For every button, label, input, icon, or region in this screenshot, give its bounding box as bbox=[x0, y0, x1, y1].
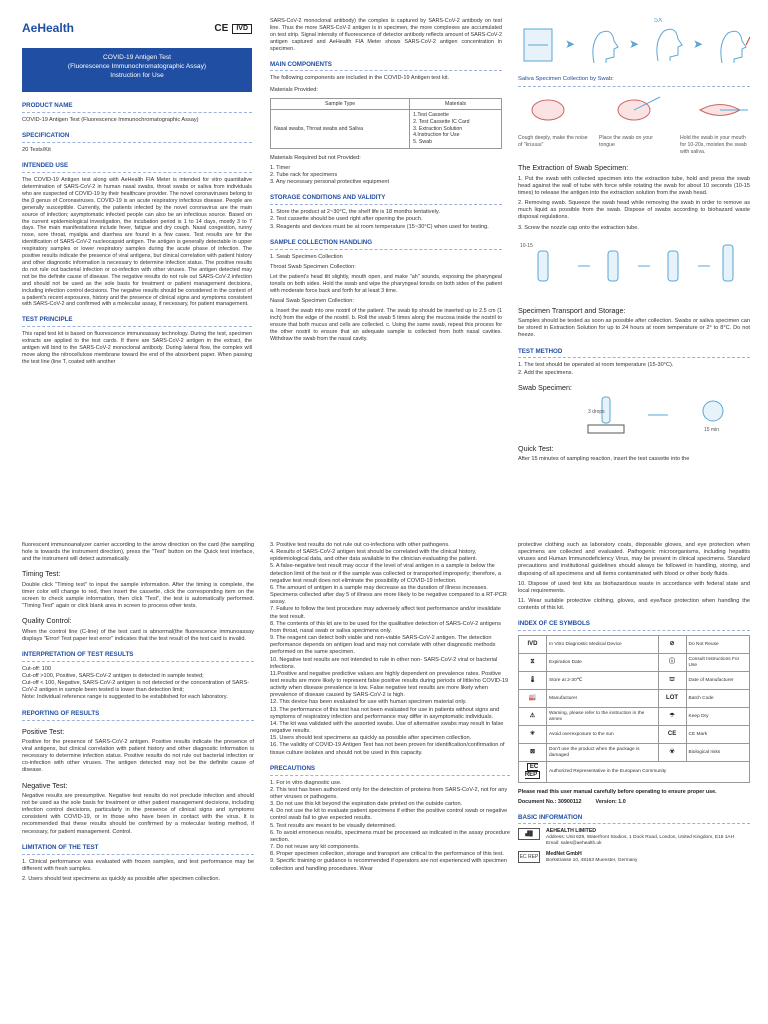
list-item: 14. The kit was validated with the assorted swabs. Use of alternative swabs may result in false negative results. bbox=[270, 720, 504, 735]
head-profile-icon bbox=[646, 21, 686, 65]
section-heading: MAIN COMPONENTS bbox=[270, 61, 502, 72]
symbol-description: In Vitro Diagnostic Medical Device bbox=[547, 636, 659, 654]
section-heading: PRECAUTIONS bbox=[270, 765, 510, 776]
arrow-icon: ➤ bbox=[564, 37, 576, 52]
symbol-row bbox=[519, 708, 750, 726]
list-item: 9. The reagent can detect both viable and non-viable SARS-CoV-2 antigen. The detection performance depends on antigen load and may not correlate with other diagnostic methods performed on the same specimen. bbox=[270, 635, 496, 656]
representative-info bbox=[518, 851, 750, 864]
components-intro: The following components are included in the COVID-19 Antigen test kit. bbox=[270, 75, 450, 82]
list-item: 2. Removing swab. Squeeze the swab head while removing the swab in order to remove as much liquid as possible from the swab. Dispose of swabs according to biohazard waste disposal regulations. bbox=[518, 200, 750, 221]
extraction-heading: The Extraction of Swab Specimen: bbox=[518, 163, 629, 173]
quick-test-continued: fluorescent immunoanalyzer carrier according to the arrow direction on the card (the sampling hole is towards the instrument direction), press the "Test" button on the Quick test interface, and the instrument will detect automatically. bbox=[22, 542, 254, 563]
table-header: Materials bbox=[410, 98, 502, 110]
head-profile-icon bbox=[710, 23, 750, 67]
manufacturer-name: AEHEALTH LIMITED bbox=[546, 828, 597, 835]
section-heading: STORAGE CONDITIONS AND VALIDITY bbox=[270, 194, 502, 205]
list-item: 2. Test cassette should be used right after opening the pouch. bbox=[270, 216, 423, 223]
list-item: 5. Swab bbox=[413, 139, 432, 146]
list-item: 7. Do not reuse any kit components. bbox=[270, 844, 360, 851]
document-number: Document No.: 30900112 bbox=[518, 798, 582, 805]
symbol-row bbox=[519, 654, 750, 672]
add-specimen-diagram bbox=[518, 395, 748, 435]
nasal-steps-illustration bbox=[518, 18, 750, 72]
list-item: 4. Results of SARS-CoV-2 antigen test should be correlated with the clinical history, epidemiological data, and other data available to the clinician evaluating the patient. bbox=[270, 549, 478, 563]
symbol-icon: ☀ bbox=[519, 726, 547, 744]
list-item: Cut-off >100, Positive, SARS-CoV-2 antigen is detected in sample tested; bbox=[22, 672, 204, 679]
list-item: 13. The performance of this test has not been evaluated for use in patients without signs and symptoms of respiratory infection and performance may differ in asymptomatic individuals. bbox=[270, 706, 500, 720]
symbol-description: Keep Dry bbox=[686, 708, 749, 726]
doc-subtitle-2: Instruction for Use bbox=[110, 72, 164, 80]
table-cell: Nasal swabs, Throat swabs and Saliva bbox=[271, 110, 410, 148]
saliva-caption: Saliva Specimen Collection by Swab: bbox=[518, 76, 750, 87]
materials-table bbox=[270, 98, 502, 149]
qc-text: When the control line (C-line) of the test card is abnormal(the fluorescence immunoassay displays "Error! Test paper test error" indicates that the test result of the test card is invalid. bbox=[22, 628, 254, 642]
representative-name: MedNet GmbH bbox=[546, 851, 582, 858]
symbol-icon: ☂ bbox=[658, 708, 686, 726]
symbol-description: Do Not Reuse bbox=[686, 636, 749, 654]
list-item: 11. Wear suitable protective clothing, gloves, and eye/face protection when handling the contents of this kit. bbox=[518, 598, 750, 612]
brand-logo: AeHealth bbox=[22, 21, 75, 36]
arrow-icon: ➤ bbox=[692, 37, 704, 52]
drops-label: 3 drops bbox=[588, 409, 605, 415]
negative-heading: Negative Test: bbox=[22, 780, 68, 790]
section-heading: INTENDED USE bbox=[22, 162, 252, 173]
section-heading: LIMITATION OF THE TEST bbox=[22, 844, 254, 855]
throat-heading: Throat Swab Specimen Collection: bbox=[270, 263, 356, 270]
throat-text: Let the patient's head tilt slightly, mouth open, and make "ah" sounds, exposing the pharyngeal tonsils on both sides. Hold the swab and wipe the pharyngeal tonsils on both sides of the patient with moderate force back and forth for at least 3 time. bbox=[270, 274, 502, 294]
step-caption: Cough deeply, make the noise of "kruuuu" bbox=[518, 135, 588, 149]
mouth-open-icon bbox=[518, 93, 578, 127]
read-manual-note: Please read this user manual carefully before operating to ensure proper use. bbox=[518, 788, 717, 795]
ec-rep-icon bbox=[519, 762, 547, 782]
timing-heading: Timing Test: bbox=[22, 569, 61, 579]
list-item: 4. Do not use the kit to evaluate patient specimens if either the positive control swab or negative control swab fail to give expected results. bbox=[270, 808, 508, 822]
list-item: 8. The contents of this kit are to be used for the qualitative detection of SARS-CoV-2 antigens from throat, nasal swab or saliva specimens only. bbox=[270, 620, 501, 634]
symbol-description: Warning, please refer to the instruction in the annex bbox=[547, 708, 659, 726]
section-heading: SAMPLE COLLECTION HANDLING bbox=[270, 239, 502, 250]
section-heading: TEST PRINCIPLE bbox=[22, 316, 252, 327]
symbol-description: CE Mark bbox=[686, 726, 749, 744]
symbol-description: Don't use the product when the package is damaged bbox=[547, 744, 659, 762]
symbol-icon: ⧖ bbox=[519, 654, 547, 672]
head-profile-icon bbox=[582, 23, 622, 67]
list-item: 1. Timer bbox=[270, 164, 291, 171]
list-item: 6. The amount of antigen in a sample may decrease as the duration of illness increases. Specimens collected after day 5 of illness are more likely to be negative compared to a RT-PCR assay. bbox=[270, 584, 507, 606]
table-cell bbox=[410, 110, 502, 148]
list-item: 10. Negative test results are not intended to rule in other non- SARS-CoV-2 viral or bacterial infections. bbox=[270, 656, 498, 670]
symbol-description: Store at 2-30℃ bbox=[547, 672, 659, 690]
symbol-icon: 🌡 bbox=[519, 672, 547, 690]
symbol-icon: CE bbox=[658, 726, 686, 744]
panel-results bbox=[22, 542, 254, 1020]
quick-test-heading: Quick Test: bbox=[518, 444, 554, 454]
extraction-diagram bbox=[518, 239, 748, 289]
swab-collection-heading: 1. Swab Specimen Collection bbox=[270, 253, 343, 260]
section-heading: PRODUCT NAME bbox=[22, 102, 252, 113]
factory-icon: ▟█ bbox=[518, 828, 540, 840]
list-item: Cut-off < 100, Negative, SARS-CoV-2 antigen is not detected or the concentration of SARS-CoV-2 antigen in sample been tested is lower than detection limit; bbox=[22, 680, 250, 694]
section-heading: TEST METHOD bbox=[518, 348, 750, 359]
principle-continued: SARS-CoV-2 monoclonal antibody) the complex is captured by SARS-CoV-2 antibody on test line. Thus the more SARS-CoV-2 antigen is in specimen, the more complexes are accumulated on test strip. Signal intensity of fluorescence of detector antibody reflects amount of SARS-CoV-2 antigen captured and AeHealth FIA Meter shows SARS-CoV-2 antigen concentration in specimen. bbox=[270, 18, 502, 52]
list-item: 1. Clinical performance was evaluated with frozen samples, and test performance may be different with fresh samples. bbox=[22, 858, 254, 872]
symbol-row bbox=[519, 726, 750, 744]
positive-heading: Positive Test: bbox=[22, 726, 65, 736]
doc-subtitle: (Fluorescence Immunochromatographic Assay) bbox=[67, 63, 207, 71]
panel-symbols bbox=[518, 542, 750, 1020]
symbol-icon: ⊘ bbox=[658, 636, 686, 654]
positive-text: Positive for the presence of SARS-CoV-2 antigen. Positive results indicate the presence of viral antigens, but clinical correlation with patient history and other diagnostic information is necessary to determine infection status. Positive results do not rule out bacterial infection or co-infection with other viruses. The antigen detected may not be the definite cause of disease. bbox=[22, 738, 254, 774]
symbol-row bbox=[519, 636, 750, 654]
list-item: 15. Users should test specimens as quickly as possible after specimen collection. bbox=[270, 735, 472, 742]
step-caption: Hold the swab in your mouth for 10-20s, moisten the swab with saliva. bbox=[680, 135, 747, 155]
list-item: 2. Test Cassette IC Card bbox=[413, 119, 470, 126]
ce-mark-icon: CE bbox=[214, 22, 229, 34]
symbol-row bbox=[519, 690, 750, 708]
not-provided-heading: Materials Required but not Provided: bbox=[270, 154, 361, 161]
ec-rep-mark: EC REP bbox=[524, 764, 539, 779]
manufacturer-info bbox=[518, 828, 750, 847]
doc-title: COVID-19 Antigen Test bbox=[102, 54, 172, 61]
list-item: 16. The validity of COVID-19 Antigen Test has not been proven for identification/confirmation of tissue culture isolates and should not be used in this capacity. bbox=[270, 742, 505, 756]
list-item: 2. This test has been authorized only for the detection of proteins from SARS-CoV-2, not for any other viruses or pathogens. bbox=[270, 786, 508, 800]
intended-use-text: The COVID-19 Antigen test along with AeHealth FIA Meter is intended for vitro quantitative determination of SARS-CoV-2 in human nasal swabs, throat swabs or saliva from individuals who are suspected of COVID-19 by their healthcare provider. The novel coronaviruses belong to the β genus of Coronaviruses. COVID-19 is an acute respiratory infectious disease. People are generally susceptible. Currently, the patients infected by the novel coronavirus are the main source of infection; asymptomatic infected people can also be an infectious source. Based on the current epidemiological investigation, the incubation period is 1 to 14 days, mostly 3 to 7 days. The main manifestations include fever, fatigue and dry cough. Nasal congestion, runny nose, sore throat, myalgia and diarrhea are found in a few cases. Test results are for the identification of SARS-CoV-2 nucleocapsid antigen. The antigen is generally detectable in upper respiratory samples or lower respiratory samples during the acute phase of infection. The positive results indicate the presence of viral antigens, but clinical correlation with patient history and other diagnostic information is necessary to determine infection status. The positive results do not rule out bacterial infection or co-infection with other viruses. The antigen detected may not be the definite cause of disease. The negative results do not rule out SARS-CoV-2 infection and should not be used as the sole basis for treatment or patient management decisions, including infection control decisions. The negative results should be considered in the context of a patient's recent exposures, history and the presence of clinical signs and symptoms consistent with SARS-CoV-2 and confirmed with a molecular assay, if necessary, for patient management. bbox=[22, 177, 252, 308]
transport-text: Samples should be tested as soon as possible after collection. Swabs or saliva specimen can be stored in Extraction Solution for up to 24 hours at room temperature or 2° to 8°C. Do not freeze. bbox=[518, 318, 750, 339]
symbol-description: Consult Instructions For Use bbox=[686, 654, 749, 672]
list-item: 8. Proper specimen collection, storage and transport are critical to the performance of this test. bbox=[270, 851, 504, 858]
list-item: 1. Put the swab with collected specimen into the extraction tube, hold and press the swab head against the wall of tube with force while rotating the swab for about 10 seconds (10-15 times) to release the antigen into the extraction solution from the swab head. bbox=[518, 175, 750, 196]
symbol-row bbox=[519, 672, 750, 690]
ivd-mark: IVD bbox=[232, 24, 252, 35]
symbol-description: Avoid overexposure to the sun bbox=[547, 726, 659, 744]
symbol-icon: IVD bbox=[519, 636, 547, 654]
specification: 20 Tests/Kit bbox=[22, 147, 51, 154]
transport-heading: Specimen Transport and Storage: bbox=[518, 305, 626, 315]
list-item: 3. Do not use this kit beyond the expiration date printed on the outside carton. bbox=[270, 801, 463, 808]
list-item: 1.Test Cassette bbox=[413, 112, 449, 119]
list-item: Cut-off: 100 bbox=[22, 665, 52, 672]
nasal-text: a. Insert the swab into one nostril of the patient. The swab tip should be inserted up to 2.5 cm (1 inch) from the edge of the nostril. b. Roll the swab 5 times along the mucosa inside the nostril to ensure that both mucus and cells are collected. c. Using the same swab, repeat this process for the other nostril to ensure that an adequate sample is collected from both nasal cavities. Withdraw the swab from the nasal cavity. bbox=[270, 307, 502, 342]
quick-test-text: After 15 minutes of sampling reaction, insert the test cassette into the bbox=[518, 456, 690, 463]
list-item: 10. Dispose of used test kits as biohazardous waste in accordance with federal state and local requirements. bbox=[518, 580, 750, 594]
list-item: 6. To avoid erroneous results, specimens must be processed as indicated in the assay procedure section. bbox=[270, 829, 510, 843]
timing-text: Double click "Timing test" to input the sample information. After the timing is complete, the timer color will change to red, then insert the cassette, click the corresponding item on the screen to check sample information, then click "Test", the test is automatically performed. "Timing Test" again or click blank area in screen to process other tests. bbox=[22, 581, 254, 610]
symbol-row bbox=[519, 744, 750, 762]
header bbox=[22, 18, 252, 40]
list-item: 1. Store the product at 2~30°C, the shelf life is 18 months tentatively. bbox=[270, 209, 440, 216]
section-heading: BASIC INFORMATION bbox=[518, 814, 750, 825]
nasal-heading: Nasal Swab Specimen Collection: bbox=[270, 297, 354, 304]
list-item: 7. Failure to follow the test procedure may adversely affect test performance and/or invalidate the test result. bbox=[270, 606, 501, 620]
list-item: 3. Any necessary personal protective equipment bbox=[270, 179, 390, 186]
list-item: 1. The test should be operated at room temperature (15-30°C). bbox=[518, 362, 674, 369]
list-item: 5. Test results are meant to be visually determined. bbox=[270, 822, 397, 829]
panel-procedure bbox=[518, 18, 750, 538]
list-item: 2. Add the specimens. bbox=[518, 369, 574, 376]
arrow-icon: ➤ bbox=[628, 37, 640, 52]
symbols-table bbox=[518, 635, 750, 782]
table-cell: Authorized Representative in the European Community bbox=[547, 762, 750, 782]
lips-swab-icon bbox=[690, 93, 750, 127]
ec-rep-icon: EC REP bbox=[518, 851, 540, 863]
materials-provided-heading: Materials Provided: bbox=[270, 86, 318, 93]
panel-components bbox=[270, 18, 502, 538]
representative-address: Borkstrasse 10, 48163 Muenster, Germany bbox=[546, 858, 638, 863]
precautions-continued: protective clothing such as laboratory coats, disposable gloves, and eye protection when specimens are collected and evaluated. Pathogenic microorganisms, including hepatitis viruses and Human Immunodeficiency Virus, may be present in clinical specimens. Standard precautions and institutional guidelines should always be followed in handling, storing, and disposing of all specimens and all items contaminated with blood or other body fluids. bbox=[518, 542, 750, 577]
symbol-description: Date of Manufacturer bbox=[686, 672, 749, 690]
list-item: 3. Positive test results do not rule out co-infections with other pathogens. bbox=[270, 542, 450, 548]
symbol-icon: ⛫ bbox=[658, 672, 686, 690]
symbol-description: Biological risks bbox=[686, 744, 749, 762]
list-item: 9. Specific training or guidance is recommended if operators are not experienced with specimen collection and handling procedures. Wear bbox=[270, 858, 507, 872]
list-item: 3. Screw the nozzle cap onto the extraction tube. bbox=[518, 224, 639, 231]
list-item: 12. This device has been evaluated for use with human specimen material only. bbox=[270, 699, 467, 706]
list-item: 2. Tube rack for specimens bbox=[270, 172, 338, 179]
list-item: 1. For in vitro diagnostic use. bbox=[270, 779, 342, 786]
symbol-description: Expiration Date bbox=[547, 654, 659, 672]
principle-text: This rapid test kit is based on fluorescence immunoassay technology. During the test, specimen extracts are applied to the test cards. If there are SARS-CoV-2 antigen in the extract, the antigen will bind to the SARS-CoV-2 monoclonal antibody. During lateral flow, the complex will move along the nitrocellulose membrane toward the end of the absorbent paper. When passing the test line (line T, coated with another bbox=[22, 331, 252, 365]
symbol-icon: ☣ bbox=[658, 744, 686, 762]
symbol-description: Manufacturer bbox=[547, 690, 659, 708]
step-count-label: 5X bbox=[654, 18, 663, 25]
section-heading: INDEX OF CE SYMBOLS bbox=[518, 620, 750, 631]
list-item: 5. A false-negative test result may occur if the level of viral antigen in a sample is below the detection limit of the test or if the sample was collected or transported improperly; therefore, a negative test result does not eliminate the possibility of COVID-19 infection. bbox=[270, 563, 502, 584]
product-name: COVID-19 Antigen Test (Fluorescence Immunochromatographic Assay) bbox=[22, 116, 199, 123]
list-item: 3. Extraction Solution bbox=[413, 125, 463, 132]
list-item: 2. Users should test specimens as quickly as possible after specimen collection. bbox=[22, 875, 221, 882]
swab-package-icon bbox=[518, 23, 558, 67]
timer-label: 15 min bbox=[704, 427, 720, 433]
manufacturer-email: Email: sales@aehealth.uk bbox=[546, 841, 602, 847]
list-item: Note: Individual reference range is suggested to be established for each laboratory. bbox=[22, 694, 228, 701]
tongue-swab-icon bbox=[604, 93, 664, 127]
section-heading: REPORTING OF RESULTS bbox=[22, 710, 254, 721]
symbol-icon: ⊠ bbox=[519, 744, 547, 762]
list-item: 11.Positive and negative predictive values are highly dependent on prevalence rates. Positive test results are more likely to represent false positive results during periods of little/no COVID-19 activity when disease prevalence is low. False negative test results are more likely when prevalence of disease caused by SARS-CoV-2 is high. bbox=[270, 670, 509, 699]
symbol-icon: ⓘ bbox=[658, 654, 686, 672]
negative-text: Negative results are presumptive. Negative test results do not preclude infection and should not be used as the sole basis for treatment or other patient management decisions, including infection control decisions, particularly in the presence of clinical signs and symptoms consistent with COVID-19, or in those who have been in contact with the virus. It is recommended that these results should be confirmed by a molecular testing method, if necessary, for patient management. Control. bbox=[22, 792, 254, 835]
rotation-count-label: 10-15 bbox=[520, 242, 533, 249]
saliva-illustrations bbox=[518, 93, 750, 131]
list-item: 3. Reagents and devices must be at room temperature (15~30°C) when used for testing. bbox=[270, 223, 489, 230]
table-header: Sample Type bbox=[271, 98, 410, 110]
symbol-description: Batch Code bbox=[686, 690, 749, 708]
version: Version: 1.0 bbox=[595, 798, 626, 805]
panel-limitations bbox=[270, 542, 510, 1020]
symbol-icon: LOT bbox=[658, 690, 686, 708]
swab-specimen-heading: Swab Specimen: bbox=[518, 382, 572, 392]
step-caption: Place the swab on your tongue bbox=[599, 135, 653, 149]
manufacturer-address: Address: Unit 629, Waterfront Studios, 1 Dock Road, London, United Kingdom, E16 1AH bbox=[546, 835, 735, 841]
symbol-icon: 🏭 bbox=[519, 690, 547, 708]
section-heading: INTERPRETATION OF TEST RESULTS bbox=[22, 651, 254, 662]
qc-heading: Quality Control: bbox=[22, 616, 72, 626]
symbol-icon: ⚠ bbox=[519, 708, 547, 726]
rotate-step bbox=[646, 18, 686, 68]
title-box bbox=[22, 48, 252, 92]
panel-product-info bbox=[22, 18, 252, 538]
list-item: 4.Instruction for Use bbox=[413, 132, 460, 139]
section-heading: SPECIFICATION bbox=[22, 132, 252, 143]
